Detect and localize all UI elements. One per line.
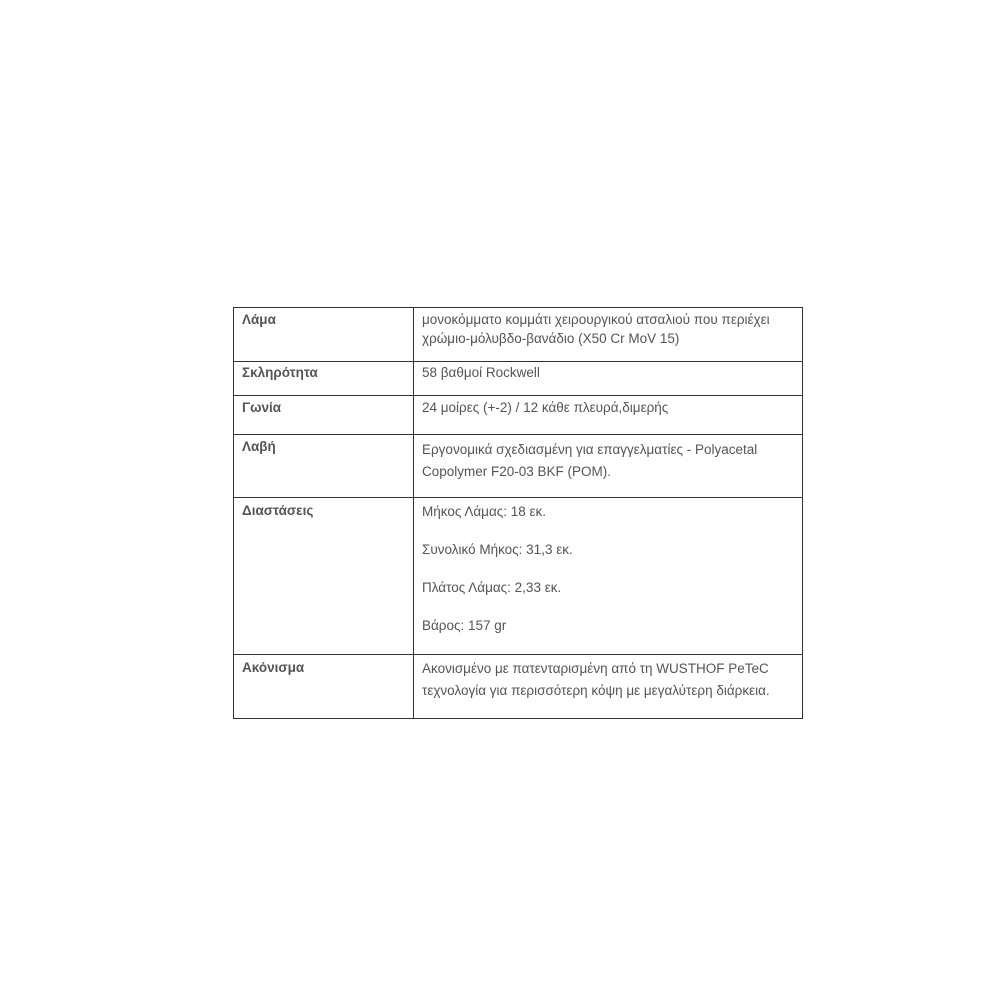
table-row [234,308,803,362]
row-value-dimensions [414,498,803,655]
row-value: Ακονισμένο με πατενταρισμένη από τη WUSTHOF PeTeC τεχνολογία για περισσότερη κόψη με μεγαλύτερη διάρκεια. [414,655,803,719]
specifications-table [233,307,803,719]
table-row [234,498,803,655]
row-label: Διαστάσεις [234,498,414,655]
row-value: 58 βαθμοί Rockwell [414,362,803,396]
row-value: Εργονομικά σχεδιασμένη για επαγγελματίες - Polyacetal Copolymer F20-03 BKF (POM). [414,435,803,498]
row-label: Ακόνισμα [234,655,414,719]
row-value: 24 μοίρες (+-2) / 12 κάθε πλευρά,διμερής [414,396,803,435]
dimension-line: Συνολικό Μήκος: 31,3 εκ. [422,542,573,557]
table-row [234,435,803,498]
table-row [234,396,803,435]
table-row [234,655,803,719]
row-label: Σκληρότητα [234,362,414,396]
dimension-line: Μήκος Λάμας: 18 εκ. [422,504,547,519]
row-label: Λαβή [234,435,414,498]
dimension-line: Βάρος: 157 gr [422,618,507,633]
dimension-line: Πλάτος Λάμας: 2,33 εκ. [422,580,562,595]
row-value: μονοκόμματο κομμάτι χειρουργικού ατσαλιού που περιέχει χρώμιο-μόλυβδο-βανάδιο (X50 Cr MoV 15) [414,308,803,362]
row-label: Λάμα [234,308,414,362]
row-label: Γωνία [234,396,414,435]
table-row [234,362,803,396]
